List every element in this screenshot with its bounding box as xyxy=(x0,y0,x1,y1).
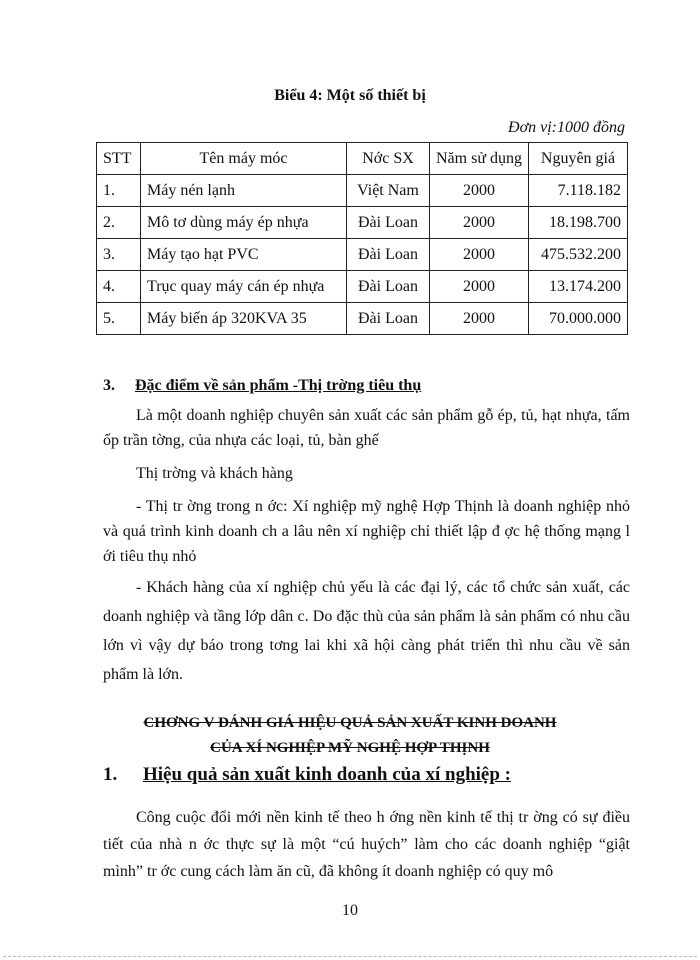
cell-origin: Đài Loan xyxy=(347,303,430,335)
cell-name: Máy biến áp 320KVA 35 xyxy=(141,303,347,335)
table-header-row xyxy=(97,143,628,175)
cell-year: 2000 xyxy=(430,207,529,239)
cell-price: 70.000.000 xyxy=(529,303,628,335)
section-3-paragraph-customers: - Khách hàng của xí nghiệp chủ yếu là các đại lý, các tổ chức sản xuất, các doanh nghiệp và tầng lớp dân c. Do đặc thù của sản phẩm là sản phẩm có nhu cầu lớn vì vậy dự báo trong tơng lai khi xã hội càng phát triển thì nhu cầu về sản phẩm là lớn. xyxy=(103,579,630,683)
cell-year: 2000 xyxy=(430,271,529,303)
chapter-heading-line-1: CHƠNG V ĐÁNH GIÁ HIỆU QUẢ SẢN XUẤT KINH DOANH xyxy=(143,715,557,731)
cell-name: Máy nén lạnh xyxy=(141,175,347,207)
chapter-heading-line-2: CỦA XÍ NGHIỆP MỸ NGHỆ HỢP THỊNH xyxy=(210,740,490,756)
page-bottom-divider xyxy=(3,956,697,957)
table-row xyxy=(97,271,628,303)
section-3-paragraph-intro: Là một doanh nghiệp chuyên sản xuất các sản phẩm gỗ ép, tủ, hạt nhựa, tấm ốp trần tờng, của nhựa các loại, tủ, bàn ghế xyxy=(103,407,630,449)
cell-stt: 3. xyxy=(97,239,141,271)
cell-stt: 5. xyxy=(97,303,141,335)
chapter-heading xyxy=(0,711,700,761)
cell-name: Mô tơ dùng máy ép nhựa xyxy=(141,207,347,239)
header-name: Tên máy móc xyxy=(141,143,347,175)
section-1-title: Hiệu quả sản xuất kinh doanh của xí nghiệp : xyxy=(143,764,511,785)
header-origin: Nớc SX xyxy=(347,143,430,175)
cell-name: Trục quay máy cán ép nhựa xyxy=(141,271,347,303)
header-stt: STT xyxy=(97,143,141,175)
table-title: Biểu 4: Một số thiết bị xyxy=(274,87,426,104)
table-row xyxy=(97,303,628,335)
cell-origin: Đài Loan xyxy=(347,207,430,239)
section-1-paragraph: Công cuộc đổi mới nền kinh tế theo h ớng nền kinh tế thị tr ờng có sự điều tiết của nhà n ớc thực sự là một “cú huých” làm cho các doanh nghiệp “giật mình” tr ớc cung cách làm ăn cũ, đã không ít doanh nghiệp có quy mô xyxy=(103,809,630,880)
table-row xyxy=(97,239,628,271)
table-unit-note: Đơn vị:1000 đồng xyxy=(508,119,625,136)
cell-stt: 2. xyxy=(97,207,141,239)
cell-origin: Đài Loan xyxy=(347,239,430,271)
cell-year: 2000 xyxy=(430,175,529,207)
table-row xyxy=(97,175,628,207)
header-price: Nguyên giá xyxy=(529,143,628,175)
section-3-title: Đặc điểm về sản phẩm -Thị trờng tiêu thụ xyxy=(135,377,422,394)
equipment-table xyxy=(96,142,628,335)
cell-year: 2000 xyxy=(430,239,529,271)
section-3-heading xyxy=(103,377,421,395)
cell-year: 2000 xyxy=(430,303,529,335)
section-3-number: 3. xyxy=(103,377,115,394)
cell-price: 7.118.182 xyxy=(529,175,628,207)
cell-price: 13.174.200 xyxy=(529,271,628,303)
section-1-number: 1. xyxy=(103,764,118,785)
section-3-subheading-market: Thị trờng và khách hàng xyxy=(136,465,293,482)
cell-origin: Việt Nam xyxy=(347,175,430,207)
table-row xyxy=(97,207,628,239)
cell-origin: Đài Loan xyxy=(347,271,430,303)
cell-stt: 1. xyxy=(97,175,141,207)
cell-stt: 4. xyxy=(97,271,141,303)
cell-price: 475.532.200 xyxy=(529,239,628,271)
section-1-heading xyxy=(103,764,511,786)
cell-name: Máy tạo hạt PVC xyxy=(141,239,347,271)
header-year: Năm sử dụng xyxy=(430,143,529,175)
page-number: 10 xyxy=(342,902,358,919)
cell-price: 18.198.700 xyxy=(529,207,628,239)
section-3-paragraph-domestic-market: - Thị tr ờng trong n ớc: Xí nghiệp mỹ nghệ Hợp Thịnh là doanh nghiệp nhỏ và quá trình kinh doanh ch a lâu nên xí nghiệp chỉ thiết lập đ ợc hệ thống mạng l ới tiêu thụ nhỏ xyxy=(103,498,630,565)
